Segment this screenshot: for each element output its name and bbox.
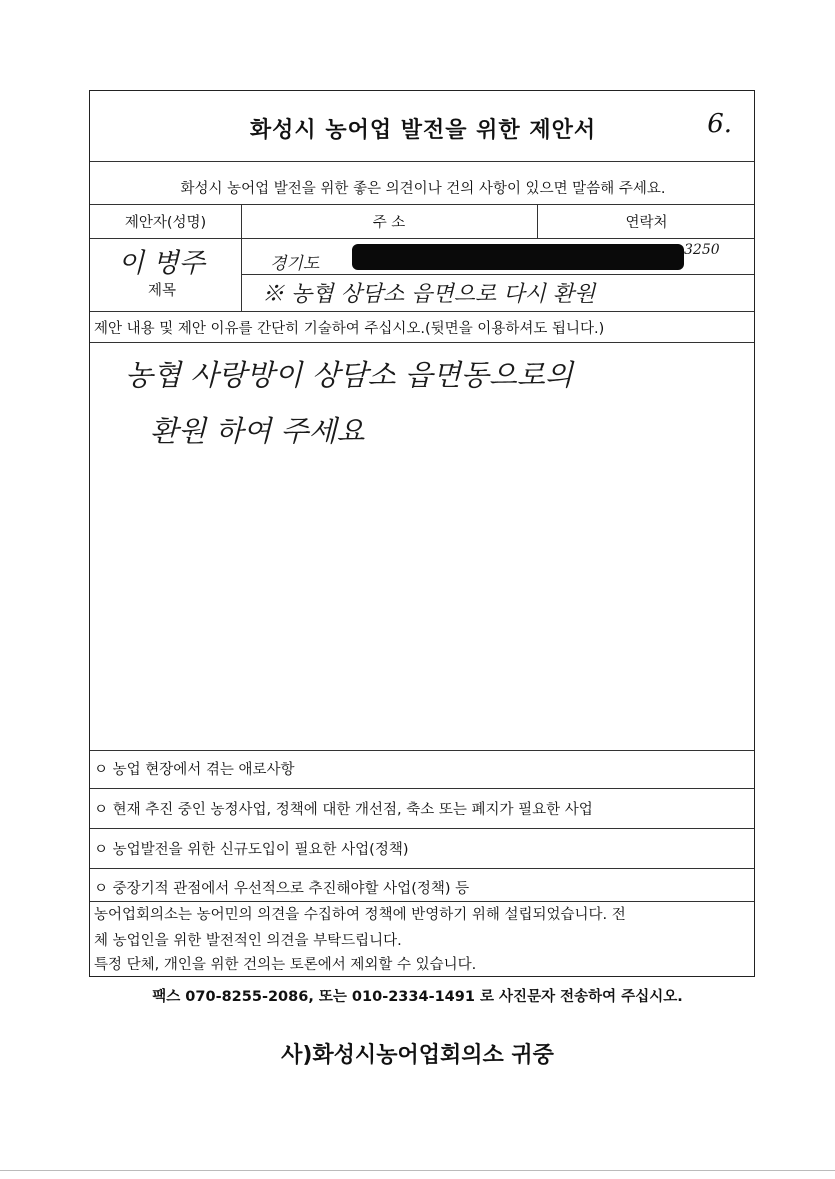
intro-text: 화성시 농어업 발전을 위한 좋은 의견이나 건의 사항이 있으면 말씀해 주세요. (180, 181, 666, 197)
divider (90, 238, 754, 239)
content-line-2: 환원 하여 주세요 (150, 414, 365, 448)
column-divider (537, 204, 538, 238)
page-number: 6. (707, 109, 732, 139)
form-title: 화성시 농어업 발전을 위한 제안서 (249, 118, 597, 143)
divider (90, 161, 754, 162)
note-line: 특정 단체, 개인을 위한 건의는 토론에서 제외할 수 있습니다. (94, 957, 477, 973)
addressee-footer: 사)화성시농어업회의소 귀중 (281, 1043, 554, 1068)
divider (90, 342, 754, 343)
divider (90, 868, 754, 869)
fax-instruction: 팩스 070-8255-2086, 또는 010-2334-1491 로 사진문자 전송하여 주십시오. (152, 989, 683, 1005)
contact-value: 3250 (684, 242, 720, 258)
header-proposer: 제안자(성명) (124, 215, 207, 231)
divider (90, 901, 754, 902)
guidance-item: ㅇ 농업 현장에서 겪는 애로사항 (94, 762, 295, 778)
guidance-item: ㅇ 현재 추진 중인 농정사업, 정책에 대한 개선점, 축소 또는 폐지가 필요한 사업 (94, 802, 593, 818)
proposal-form (89, 90, 755, 977)
redaction-bar (352, 244, 684, 270)
note-line: 체 농업인을 위한 발전적인 의견을 부탁드립니다. (94, 933, 402, 949)
divider (90, 788, 754, 789)
subject-value: ※ 농협 상담소 읍면으로 다시 환원 (262, 282, 596, 307)
divider (241, 274, 754, 275)
divider (90, 828, 754, 829)
guidance-item: ㅇ 중장기적 관점에서 우선적으로 추진해야할 사업(정책) 등 (94, 881, 470, 897)
column-divider (241, 204, 242, 311)
header-contact: 연락처 (625, 215, 668, 231)
content-instruction: 제안 내용 및 제안 이유를 간단히 기술하여 주십시오.(뒷면을 이용하셔도 됩니다.) (94, 321, 605, 337)
address-value: 경기도 (270, 254, 320, 274)
divider (90, 750, 754, 751)
divider (90, 311, 754, 312)
guidance-item: ㅇ 농업발전을 위한 신규도입이 필요한 사업(정책) (94, 842, 409, 858)
header-address: 주 소 (372, 215, 406, 231)
proposer-name: 이 병주 (118, 248, 205, 279)
subject-label: 제목 (148, 283, 177, 299)
note-line: 농어업회의소는 농어민의 의견을 수집하여 정책에 반영하기 위해 설립되었습니다. 전 (94, 907, 626, 923)
content-line-1: 농협 사랑방이 상담소 읍면동으로의 (125, 358, 573, 392)
page-bottom-rule (0, 1170, 835, 1171)
divider (90, 204, 754, 205)
